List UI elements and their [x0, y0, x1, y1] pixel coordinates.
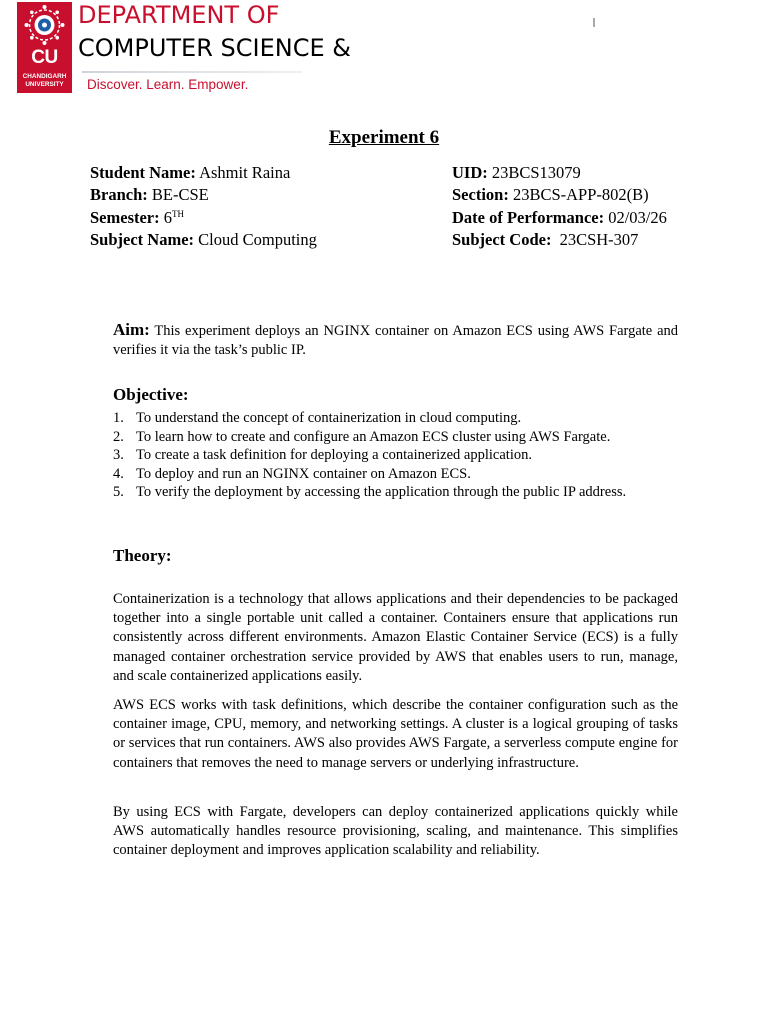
department-line1: DEPARTMENT OF	[78, 1, 280, 29]
tagline: Discover. Learn. Empower.	[87, 77, 249, 92]
logo-university-name	[17, 73, 72, 88]
subject-code-label: Subject Code:	[452, 230, 552, 249]
list-number: 4.	[113, 465, 124, 482]
subject-code-value: 23CSH-307	[559, 230, 639, 249]
logo-mark: CU	[31, 47, 58, 68]
list-text: To deploy and run an NGINX container on Amazon ECS.	[136, 465, 471, 482]
header-mark	[593, 18, 595, 27]
section-row	[452, 184, 649, 206]
semester-suffix: TH	[172, 209, 185, 219]
uid-row	[452, 162, 581, 184]
date-row	[452, 207, 667, 229]
branch-label: Branch:	[90, 185, 148, 204]
list-number: 1.	[113, 410, 124, 426]
tagline-divider	[82, 71, 302, 73]
subject-name-label: Subject Name:	[90, 230, 195, 249]
logo-name-line1: CHANDIGARH	[22, 73, 67, 80]
list-text: To learn how to create and configure an Amazon ECS cluster using AWS Fargate.	[136, 428, 611, 445]
university-logo	[17, 2, 72, 93]
theory-heading: Theory:	[113, 546, 172, 565]
date-value: 02/03/26	[608, 208, 667, 227]
list-item	[113, 465, 693, 484]
theory-paragraph-2: AWS ECS works with task definitions, which describe the container configuration such as the container image, CPU, memory, and networking settings. A cluster is a logical grouping of tasks or services that run containers. AWS also provides AWS Fargate, a serverless compute engine for containers that removes the need to manage servers or underlying infrastructure.	[113, 697, 678, 771]
objective-heading: Objective:	[113, 385, 189, 404]
experiment-title: Experiment 6	[328, 127, 440, 148]
aim-section	[113, 320, 678, 360]
aim-text: This experiment deploys an NGINX container on Amazon ECS using AWS Fargate and verifies it via the task’s public IP.	[113, 323, 678, 358]
list-text: To create a task definition for deploying a containerized application.	[136, 447, 532, 463]
section-label: Section:	[452, 185, 509, 204]
semester-label: Semester:	[90, 208, 160, 227]
department-line2: COMPUTER SCIENCE &	[78, 34, 351, 62]
objective-list	[113, 409, 693, 502]
subject-name-value: Cloud Computing	[198, 230, 317, 249]
student-name-row	[90, 162, 290, 184]
subject-name-row	[90, 229, 317, 251]
branch-row	[90, 184, 209, 206]
emblem-icon	[17, 2, 72, 48]
list-number: 2.	[113, 428, 124, 445]
theory-paragraph-3: By using ECS with Fargate, developers can deploy containerized applications quickly while AWS automatically handles resource provisioning, scaling, and maintenance. This simplifies container deployment and improves application scalability and reliability.	[113, 804, 678, 859]
subject-code-row	[452, 229, 638, 251]
branch-value: BE-CSE	[151, 185, 209, 204]
date-label: Date of Performance:	[452, 208, 605, 227]
section-value: 23BCS-APP-802(B)	[512, 185, 649, 204]
student-name-label: Student Name:	[90, 163, 196, 182]
list-item	[113, 483, 693, 502]
uid-label: UID:	[452, 163, 488, 182]
list-item	[113, 446, 693, 465]
list-number: 3.	[113, 447, 124, 463]
list-number: 5.	[113, 484, 124, 500]
aim-label: Aim:	[113, 320, 150, 339]
list-item	[113, 409, 693, 428]
theory-paragraph-1: Containerization is a technology that allows applications and their dependencies to be packaged together into a single portable unit called a container. Containers ensure that applications run consistently across different environments. Amazon Elastic Container Service (ECS) is a fully managed container orchestration service provided by AWS that enables users to run, manage, and scale containerized applications easily.	[113, 591, 678, 684]
list-text: To verify the deployment by accessing the application through the public IP address.	[136, 484, 627, 500]
list-text: To understand the concept of containerization in cloud computing.	[136, 410, 522, 426]
student-name-value: Ashmit Raina	[199, 163, 291, 182]
list-item	[113, 428, 693, 447]
logo-name-line2: UNIVERSITY	[25, 80, 64, 88]
semester-row	[90, 207, 184, 229]
uid-value: 23BCS13079	[491, 163, 581, 182]
semester-value: 6	[163, 208, 173, 227]
